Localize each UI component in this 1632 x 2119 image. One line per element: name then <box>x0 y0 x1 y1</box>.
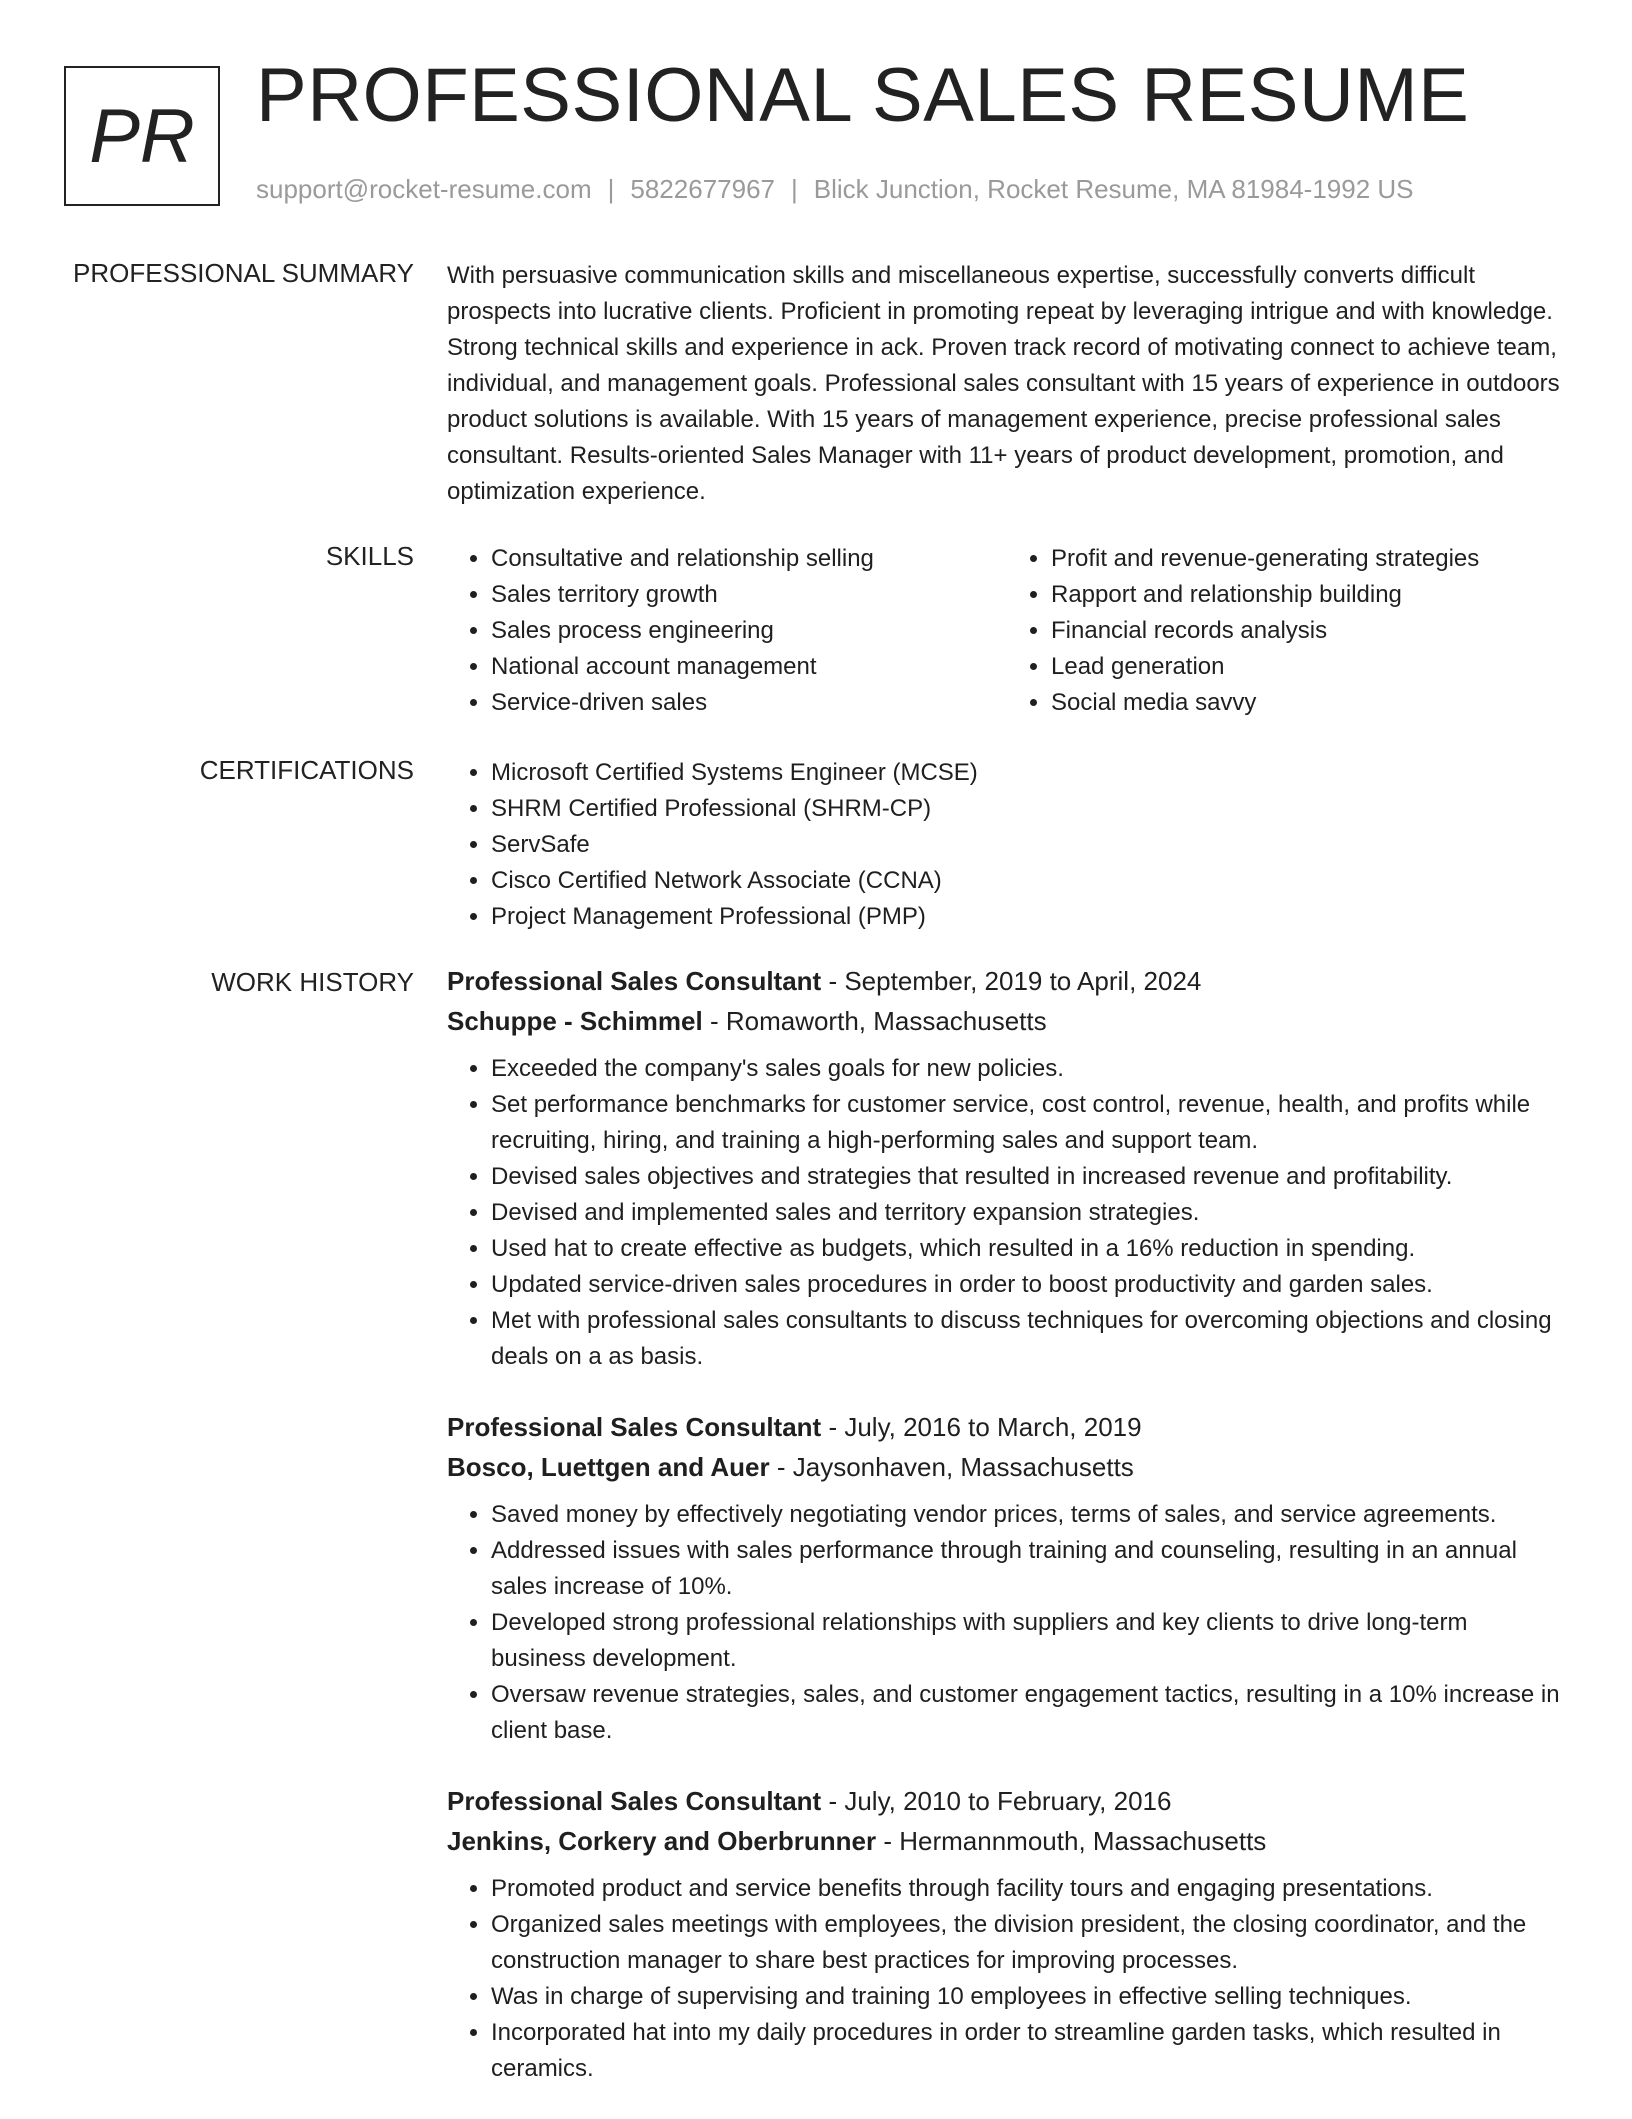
certification-item: • Cisco Certified Network Associate (CCNA) <box>491 863 1567 899</box>
section-label-certifications: CERTIFICATIONS <box>199 755 414 785</box>
skill-item: • Consultative and relationship selling <box>491 541 1007 577</box>
certifications-list <box>447 755 1567 935</box>
skill-item: • Financial records analysis <box>1051 613 1567 649</box>
job-bullet: • Incorporated hat into my daily procedures in order to streamline garden tasks, which resulted in ceramics. <box>491 2015 1567 2087</box>
job-location: Jaysonhaven, Massachusetts <box>792 1452 1134 1482</box>
job-employer: Bosco, Luettgen and Auer - Jaysonhaven, Massachusetts <box>447 1452 1134 1482</box>
job-bullet: • Used hat to create effective as budgets, which resulted in a 16% reduction in spending. <box>491 1231 1567 1267</box>
contact-line <box>256 174 1414 205</box>
job-entry <box>447 1781 1567 2087</box>
skills-list-right <box>1007 541 1567 721</box>
job-heading: Professional Sales Consultant - July, 2016 to March, 2019 <box>447 1412 1142 1442</box>
monogram-logo: PR <box>64 66 220 206</box>
job-bullet: • Addressed issues with sales performance through training and counseling, resulting in an annual sales increase of 10%. <box>491 1533 1567 1605</box>
section-label-summary: PROFESSIONAL SUMMARY <box>73 258 414 288</box>
skill-item: • Lead generation <box>1051 649 1567 685</box>
job-company: Jenkins, Corkery and Oberbrunner <box>447 1826 877 1856</box>
job-heading: Professional Sales Consultant - July, 2010 to February, 2016 <box>447 1786 1172 1816</box>
job-bullet: • Promoted product and service benefits through facility tours and engaging presentations. <box>491 1871 1567 1907</box>
job-title: Professional Sales Consultant <box>447 1412 822 1442</box>
job-bullet: • Devised sales objectives and strategies that resulted in increased revenue and profitability. <box>491 1159 1567 1195</box>
contact-separator: | <box>607 174 615 204</box>
certification-item: • ServSafe <box>491 827 1567 863</box>
job-title: Professional Sales Consultant <box>447 966 822 996</box>
job-bullet: • Oversaw revenue strategies, sales, and customer engagement tactics, resulting in a 10% increase in client base. <box>491 1677 1567 1749</box>
contact-email[interactable]: support@rocket-resume.com <box>256 174 592 204</box>
job-bullet: • Updated service-driven sales procedures in order to boost productivity and garden sales. <box>491 1267 1567 1303</box>
skill-item: • Sales territory growth <box>491 577 1007 613</box>
job-employer: Schuppe - Schimmel - Romaworth, Massachusetts <box>447 1006 1047 1036</box>
job-bullet-list <box>447 1051 1567 1375</box>
skill-item: • Rapport and relationship building <box>1051 577 1567 613</box>
section-label-work-history: WORK HISTORY <box>211 967 414 997</box>
job-company: Bosco, Luettgen and Auer <box>447 1452 770 1482</box>
section-label-skills: SKILLS <box>325 541 414 571</box>
job-bullet: • Saved money by effectively negotiating vendor prices, terms of sales, and service agreements. <box>491 1497 1567 1533</box>
job-entry <box>447 961 1567 1375</box>
job-entry <box>447 1407 1567 1749</box>
skill-item: • Profit and revenue-generating strategies <box>1051 541 1567 577</box>
job-bullet: • Set performance benchmarks for customer service, cost control, revenue, health, and profits while recruiting, hiring, and training a high-performing sales and support team. <box>491 1087 1567 1159</box>
job-bullet: • Was in charge of supervising and training 10 employees in effective selling techniques. <box>491 1979 1567 2015</box>
skill-item: • Service-driven sales <box>491 685 1007 721</box>
job-employer: Jenkins, Corkery and Oberbrunner - Hermannmouth, Massachusetts <box>447 1826 1267 1856</box>
certification-item: • SHRM Certified Professional (SHRM-CP) <box>491 791 1567 827</box>
skill-item: • National account management <box>491 649 1007 685</box>
summary-text: With persuasive communication skills and miscellaneous expertise, successfully converts difficult prospects into lucrative clients. Proficient in promoting repeat by leveraging intrigue and with knowledge. Strong technical skills and experience in ack. Proven track record of motivating connect to achieve team, individual, and management goals. Professional sales consultant with 15 years of experience in outdoors product solutions is available. With 15 years of management experience, precise professional sales consultant. Results-oriented Sales Manager with 11+ years of product development, promotion, and optimization experience. <box>447 262 1560 505</box>
job-bullet: • Devised and implemented sales and territory expansion strategies. <box>491 1195 1567 1231</box>
job-bullet: • Met with professional sales consultants to discuss techniques for overcoming objections and closing deals on a as basis. <box>491 1303 1567 1375</box>
job-bullet: • Exceeded the company's sales goals for new policies. <box>491 1051 1567 1087</box>
job-heading: Professional Sales Consultant - September, 2019 to April, 2024 <box>447 966 1202 996</box>
job-bullet-list <box>447 1871 1567 2087</box>
skills-list-left <box>447 541 1007 721</box>
job-bullet-list <box>447 1497 1567 1749</box>
job-bullet: • Developed strong professional relationships with suppliers and key clients to drive long-term business development. <box>491 1605 1567 1677</box>
contact-address: Blick Junction, Rocket Resume, MA 81984-1992 US <box>813 174 1414 204</box>
contact-phone[interactable]: 5822677967 <box>630 174 775 204</box>
certification-item: • Microsoft Certified Systems Engineer (MCSE) <box>491 755 1567 791</box>
job-bullet: • Organized sales meetings with employees, the division president, the closing coordinator, and the construction manager to share best practices for improving processes. <box>491 1907 1567 1979</box>
skill-item: • Sales process engineering <box>491 613 1007 649</box>
job-location: Hermannmouth, Massachusetts <box>899 1826 1267 1856</box>
job-location: Romaworth, Massachusetts <box>725 1006 1047 1036</box>
skill-item: • Social media savvy <box>1051 685 1567 721</box>
contact-separator: | <box>791 174 798 204</box>
resume-title: PROFESSIONAL SALES RESUME <box>256 53 1470 138</box>
job-company: Schuppe - Schimmel <box>447 1006 703 1036</box>
job-title: Professional Sales Consultant <box>447 1786 822 1816</box>
certification-item: • Project Management Professional (PMP) <box>491 899 1567 935</box>
job-dates: July, 2010 to February, 2016 <box>844 1786 1172 1816</box>
job-dates: July, 2016 to March, 2019 <box>844 1412 1142 1442</box>
job-dates: September, 2019 to April, 2024 <box>844 966 1202 996</box>
